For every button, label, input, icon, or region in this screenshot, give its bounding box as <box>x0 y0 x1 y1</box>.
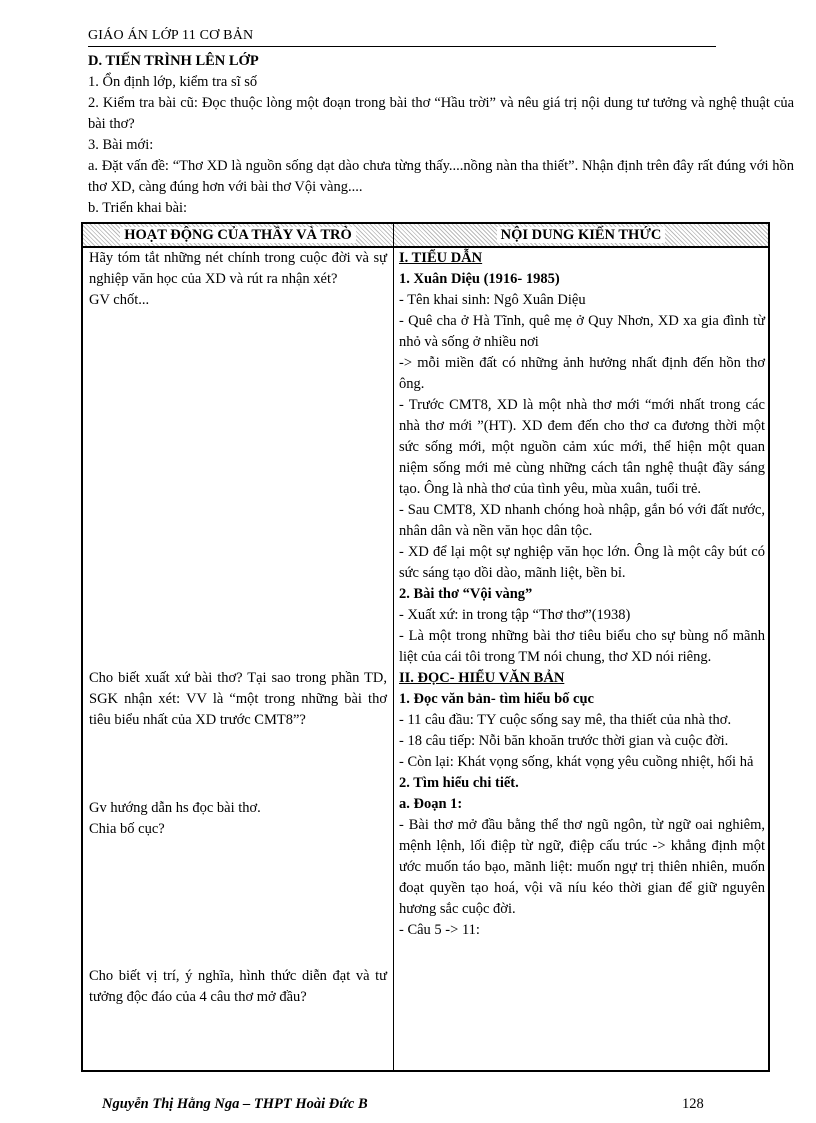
lesson-table <box>81 222 770 1072</box>
lesson-intro <box>88 51 794 219</box>
footer-author: Nguyễn Thị Hằng Nga – THPT Hoài Đức B <box>102 1096 368 1112</box>
activity-2: Cho biết xuất xứ bài thơ? Tại sao trong phần TD, SGK nhận xét: VV là “một trong những bài thơ tiêu biểu nhất của XD trước CMT8”? <box>89 670 387 728</box>
subheading-doc-van-ban: 1. Đọc văn bản- tìm hiểu bố cục <box>399 691 594 707</box>
subheading-xuan-dieu: 1. Xuân Diệu (1916- 1985) <box>399 271 560 287</box>
table-header <box>83 224 768 248</box>
heading-tieu-dan: I. TIỂU DẪN <box>399 250 483 266</box>
intro-step-1: 1. Ổn định lớp, kiểm tra sĩ số <box>88 74 258 90</box>
activity-4: Cho biết vị trí, ý nghĩa, hình thức diễn đạt và tư tưởng độc đáo của 4 câu thơ mở đầu? <box>89 968 387 1005</box>
intro-step-3: 3. Bài mới: <box>88 137 154 153</box>
subheading-chi-tiet: 2. Tìm hiểu chi tiết. <box>399 775 519 791</box>
header-activities: HOẠT ĐỘNG CỦA THẦY VÀ TRÒ <box>83 224 394 246</box>
intro-step-a: a. Đặt vấn đề: “Thơ XD là nguồn sống dạt dào chưa từng thấy....nồng nàn tha thiết”. Nhận định trên đây rất đúng với hồn thơ XD, càng đúng hơn với bài thơ Vội vàng.... <box>88 158 794 195</box>
intro-step-b: b. Triển khai bài: <box>88 200 188 216</box>
page-header: GIÁO ÁN LỚP 11 CƠ BẢN <box>88 28 716 47</box>
heading-doc-hieu: II. ĐỌC- HIỂU VĂN BẢN <box>399 670 565 686</box>
page-number: 128 <box>682 1096 704 1112</box>
activity-1: Hãy tóm tắt những nét chính trong cuộc đời và sự nghiệp văn học của XD và rút ra nhận xét? GV chốt... <box>89 250 387 308</box>
column-divider <box>393 248 394 1072</box>
header-content: NỘI DUNG KIẾN THỨC <box>394 224 768 246</box>
subheading-doan-1: a. Đoạn 1: <box>399 796 463 812</box>
intro-step-2: 2. Kiểm tra bài cũ: Đọc thuộc lòng một đoạn trong bài thơ “Hầu trời” và nêu giá trị nội dung tư tưởng và nghệ thuật của bài thơ? <box>88 95 794 132</box>
section-title: D. TIẾN TRÌNH LÊN LỚP <box>88 53 259 69</box>
activity-3: Gv hướng dẫn hs đọc bài thơ. Chia bố cục? <box>89 800 261 837</box>
subheading-voi-vang: 2. Bài thơ “Vội vàng” <box>399 586 533 602</box>
content-column: I. TIỂU DẪN 1. Xuân Diệu (1916- 1985) - Tên khai sinh: Ngô Xuân Diệu - Quê cha ở Hà Tĩnh, quê mẹ ở Quy Nhơn, XD xa gia đình từ nhỏ và sống ở nhiều nơi -> mỗi miền đất có những ảnh hưởng nhất định đến hồn thơ ông. - Trước CMT8, XD là một nhà thơ mới “mới nhất trong các nhà thơ mới ”(HT). XD đem đến cho thơ ca đương thời một sức sống mới, một nguồn cảm xúc mới, thể hiện một quan niệm sống mới mẻ cùng những cách tân nghệ thuật đầy sáng tạo. Ông là nhà thơ của tình yêu, mùa xuân, tuổi trẻ. - Sau CMT8, XD nhanh chóng hoà nhập, gắn bó với đất nước, nhân dân và nền văn học dân tộc. - XD để lại một sự nghiệp văn học lớn. Ông là một cây bút có sức sáng tạo dồi dào, mãnh liệt, bền bỉ. 2. Bài thơ “Vội vàng” - Xuất xứ: in trong tập “Thơ thơ”(1938) - Là một trong những bài thơ tiêu biểu cho sự bùng nổ mãnh liệt của cái tôi trong TM nói chung, thơ XD nói riêng. II. ĐỌC- HIỂU VĂN BẢN 1. Đọc văn bản- tìm hiểu bố cục - 11 câu đầu: TY cuộc sống say mê, tha thiết của nhà thơ. - 18 câu tiếp: Nỗi băn khoăn trước thời gian và cuộc đời. - Còn lại: Khát vọng sống, khát vọng yêu cuồng nhiệt, hối hả 2. Tìm hiểu chi tiết. a. Đoạn 1: - Bài thơ mở đầu bằng thể thơ ngũ ngôn, từ ngữ oai nghiêm, mệnh lệnh, lối điệp từ ngữ, điệp cấu trúc -> khẳng định một ước muốn táo bạo, mãnh liệt: muốn ngự trị thiên nhiên, muốn đoạt quyền tạo hoá, vội vã níu kéo thời gian để giữ nguyên hương sắc cuộc đời. - Câu 5 -> 11: <box>399 250 765 938</box>
